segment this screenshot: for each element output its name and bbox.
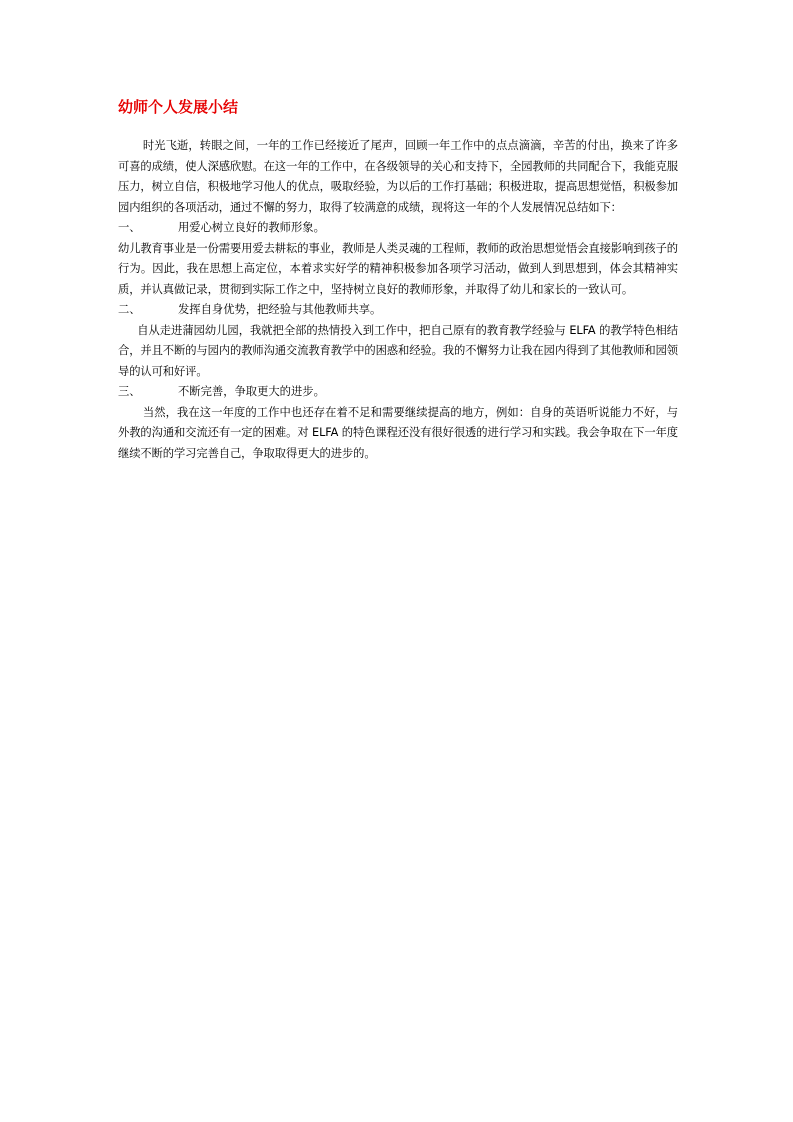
section-number: 三、: [118, 385, 141, 398]
section-number: 二、: [118, 303, 141, 316]
section-heading-3: [118, 382, 678, 403]
section-body-2: 自从走进蒲园幼儿园，我就把全部的热情投入到工作中，把自己原有的教育教学经验与 ELFA 的教学特色相结合，并且不断的与园内的教师沟通交流教育教学中的困惑和经验。我的不懈努力让我在园内得到了其他教师和园领导的认可和好评。: [118, 323, 678, 378]
section-heading-text: 用爱心树立良好的教师形象。: [178, 221, 325, 234]
section-heading-2: [118, 300, 678, 321]
section-body-3: 当然，我在这一年度的工作中也还存在着不足和需要继续提高的地方，例如：自身的英语听说能力不好，与外教的沟通和交流还有一定的困难。对 ELFA 的特色课程还没有很好很透的进行学习和实践。我会争取在下一年度继续不断的学习完善自己，争取取得更大的进步的。: [118, 405, 678, 460]
section-heading-1: [118, 218, 678, 239]
intro-paragraph: 时光飞逝，转眼之间，一年的工作已经接近了尾声，回顾一年工作中的点点滴滴，辛苦的付出，换来了许多可喜的成绩，使人深感欣慰。在这一年的工作中，在各级领导的关心和支持下，全园教师的共同配合下，我能克服压力，树立自信，积极地学习他人的优点，吸取经验，为以后的工作打基础；积极进取，提高思想觉悟，积极参加园内组织的各项活动，通过不懈的努力，取得了较满意的成绩，现将这一年的个人发展情况总结如下：: [118, 139, 678, 214]
section-body-1: 幼儿教育事业是一份需要用爱去耕耘的事业，教师是人类灵魂的工程师，教师的政治思想觉悟会直接影响到孩子的行为。因此，我在思想上高定位，本着求实好学的精神积极参加各项学习活动，做到人到思想到，体会其精神实质，并认真做记录，贯彻到实际工作之中，坚持树立良好的教师形象，并取得了幼儿和家长的一致认可。: [118, 241, 678, 296]
document-title: 幼师个人发展小结: [118, 98, 239, 116]
section-heading-text: 不断完善，争取更大的进步。: [178, 385, 325, 398]
document-page: [118, 96, 678, 464]
section-number: 一、: [118, 221, 141, 234]
section-heading-text: 发挥自身优势，把经验与其他教师共享。: [178, 303, 382, 316]
